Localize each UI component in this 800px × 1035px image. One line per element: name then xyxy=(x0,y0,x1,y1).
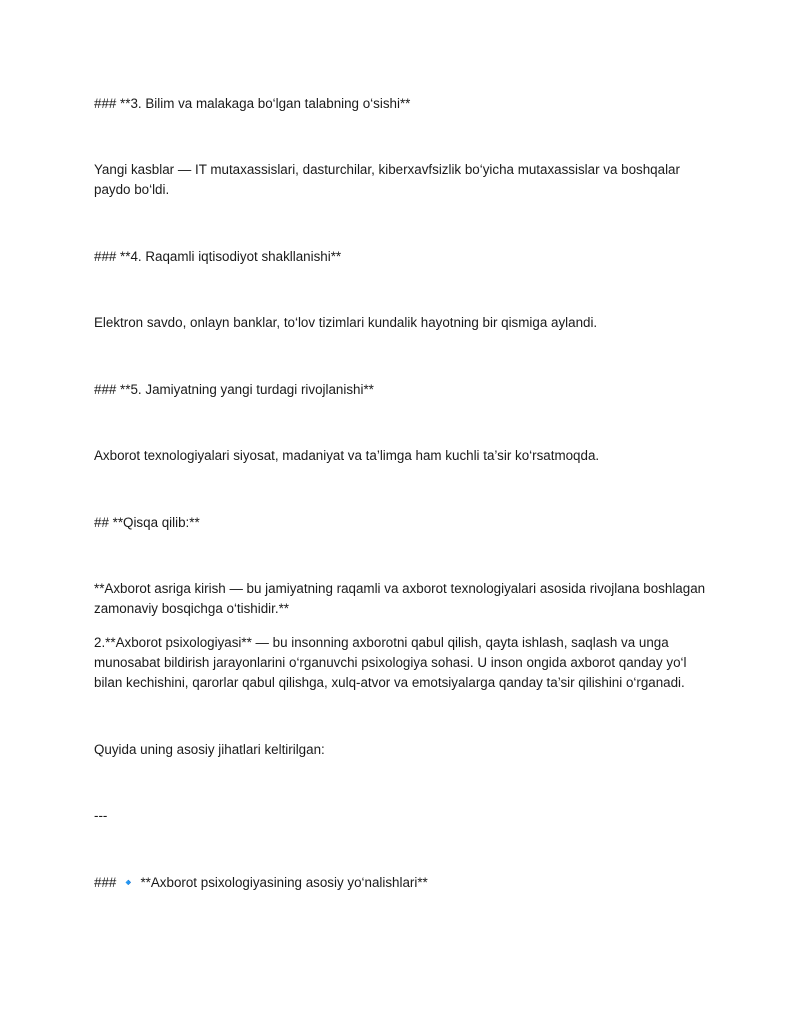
heading-bilim-talab: ### **3. Bilim va malakaga bo‘lgan talabning o‘sishi** xyxy=(94,96,411,111)
paragraph-axborot-psixologiyasi: 2.**Axborot psixologiyasi** — bu insonning axborotni qabul qilish, qayta ishlash, saqlash va unga munosabat bildirish jarayonlarini o‘rganuvchi psixologiya sohasi. U inson ongida axborot qanday yo‘l bilan kechishini, qarorlar qabul qilishga, xulq-atvor va emotsiyalarga qanday ta’sir qilishini o‘rganadi. xyxy=(94,635,687,690)
paragraph-elektron-savdo: Elektron savdo, onlayn banklar, to‘lov tizimlari kundalik hayotning bir qismiga aylandi. xyxy=(94,315,598,330)
heading-qisqa-qilib: ## **Qisqa qilib:** xyxy=(94,515,200,530)
separator-line: --- xyxy=(94,808,108,823)
paragraph-axborot-texnologiyalari: Axborot texnologiyalari siyosat, madaniyat va ta’limga ham kuchli ta’sir ko‘rsatmoqda. xyxy=(94,448,600,463)
heading-jamiyat-rivojlanishi: ### **5. Jamiyatning yangi turdagi rivojlanishi** xyxy=(94,382,374,397)
heading-asosiy-yonalishlar: ### 🔹 **Axborot psixologiyasining asosiy yo‘nalishlari** xyxy=(94,875,428,890)
heading-raqamli-iqtisodiyot: ### **4. Raqamli iqtisodiyot shakllanishi** xyxy=(94,249,342,264)
paragraph-summary: **Axborot asriga kirish — bu jamiyatning raqamli va axborot texnologiyalari asosida rivojlana boshlagan zamonaviy bosqichga o‘tishidir.** xyxy=(94,581,706,616)
paragraph-yangi-kasblar: Yangi kasblar — IT mutaxassislari, dasturchilar, kiberxavfsizlik bo‘yicha mutaxassislar va boshqalar paydo bo‘ldi. xyxy=(94,162,680,197)
paragraph-asosiy-jihatlar: Quyida uning asosiy jihatlari keltirilgan: xyxy=(94,742,325,757)
